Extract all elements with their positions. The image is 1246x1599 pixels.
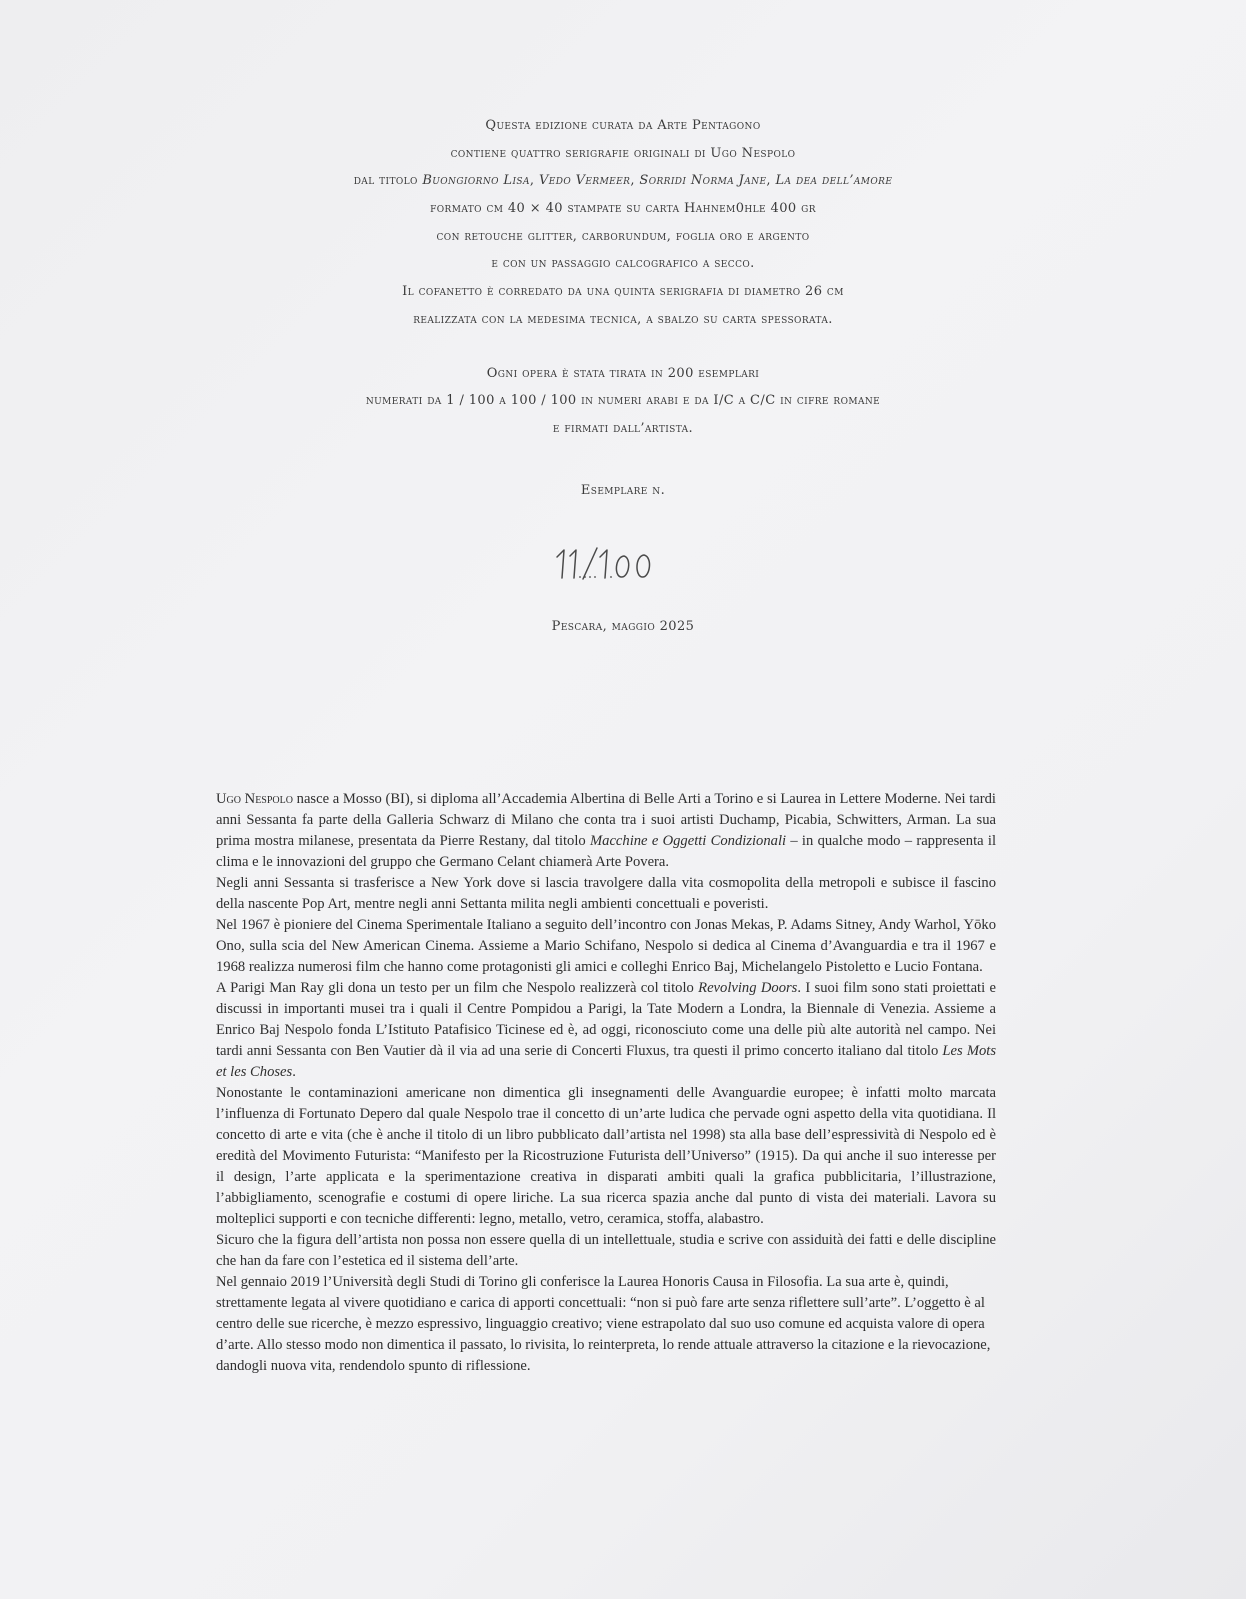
work-title: Buongiorno Lisa [422, 173, 530, 189]
bio-paragraph: Sicuro che la figura dell’artista non possa non essere quella di un intellettuale, studia e scrive con assiduità dei fatti e delle discipline che han da fare con l’estetica ed il sistema dell’arte. [216, 1232, 996, 1269]
bio-paragraph: Nel gennaio 2019 l’Università degli Studi di Torino gli conferisce la Laurea Honoris Causa in Filosofia. La sua arte è, quindi, strettamente legata al vivere quotidiano e carica di apporti concettuali: “non si può fare arte senza riflettere sull’arte”. L’oggetto è al centro delle sue ricerche, è mezzo espressivo, linguaggio creativo; viene estrapolato dal suo uso comune ed acquista valore di opera d’arte. Allo stesso modo non dimentica il passato, lo rivisita, lo reinterpreta, lo rende attuale attraverso la citazione e la rievocazione, dandogli nuova vita, rendendolo spunto di riflessione. [216, 1274, 991, 1374]
bio-text: nasce a Mosso (BI), si diploma all’Accademia Albertina di Belle Arti a Torino e si Laurea in Lettere Moderne. Nei tardi anni Sessanta fa parte della Galleria Schwarz di Milano che conta tra i suoi artisti Duchamp, Picabia, Schwitters, Arman. La sua prima mostra milanese, presentata da Pierre Restany, dal titolo [216, 791, 996, 849]
colophon-line: numerati da 1 / 100 a 100 / 100 in numeri arabi e da I/C a C/C in cifre romane [365, 393, 881, 409]
bio-paragraph: Nonostante le contaminazioni americane non dimentica gli insegnamenti delle Avanguardie europee; è infatti molto marcata l’influenza di Fortunato Depero dal quale Nespolo trae il concetto di un’arte ludica che pervade ogni aspetto della vita quotidiana. Il concetto di arte e vita (che è anche il titolo di un libro pubblicato dall’artista nel 1998) sta alla base dell’espressività di Nespolo ed è eredità del Movimento Futurista: “Manifesto per la Ricostruzione Futurista dell’Universo” (1915). Da qui anche il suo interesse per il design, l’arte applicata e la sperimentazione creativa in disparati ambiti quali la grafica pubblicitaria, l’illustrazione, l’abbigliamento, scenografie e costumi di opere liriche. La sua ricerca spazia anche dal punto di vista dei materiali. Lavora su molteplici supporti e con tecniche differenti: legno, metallo, vetro, ceramica, stoffa, alabastro. [216, 1085, 996, 1227]
artist-biography [216, 789, 996, 1377]
colophon [0, 112, 1246, 443]
bio-paragraph: Negli anni Sessanta si trasferisce a New York dove si lascia travolgere dalla vita cosmopolita della metropoli e subisce il fascino della nascente Pop Art, mentre negli anni Settanta milita negli ambienti concettuali e poveristi. [216, 875, 996, 912]
colophon-line: formato cm 40 × 40 stampate su carta Hahnem0hle 400 gr [430, 201, 816, 217]
bio-text: A Parigi Man Ray gli dona un testo per un film che Nespolo realizzerà col titolo [216, 980, 699, 996]
colophon-line: realizzata con la medesima tecnica, a sbalzo su carta spessorata. [413, 311, 833, 327]
artist-name: Ugo Nespolo [216, 791, 293, 807]
handwritten-edition-number [553, 545, 673, 583]
work-title: Sorridi Norma Jane [639, 173, 767, 189]
colophon-line: Ogni opera è stata tirata in 200 esemplari [486, 365, 760, 381]
bio-paragraph [216, 978, 996, 1083]
colophon-line: contiene quattro serigrafie originali di Ugo Nespolo [450, 145, 796, 161]
esemplare-label: Esemplare n. [580, 483, 666, 498]
separator: , [529, 173, 539, 189]
colophon-gap [0, 334, 1246, 360]
film-title: Revolving Doors [698, 980, 798, 996]
colophon-titles-line [0, 167, 1246, 195]
colophon-line: Questa edizione curata da Arte Pentagono [485, 118, 761, 133]
place-date: Pescara, maggio 2025 [551, 619, 695, 634]
colophon-line: con retouche glitter, carborundum, foglia oro e argento [436, 228, 810, 244]
exhibition-title: Macchine e Oggetti Condizionali [590, 833, 787, 849]
bio-text: . I suoi film sono stati proiettati e discussi in importanti musei tra i quali il Centre Pompidou a Parigi, la Tate Modern a Londra, la Biennale di Venezia. Assieme a Enrico Baj Nespolo fonda L’Istituto Patafisico Ticinese ed è, ad oggi, riconosciuto come una delle più alte autorità nel campo. Nei tardi anni Sessanta con Ben Vautier dà il via ad una serie di Concerti Fluxus, tra questi il primo concerto italiano dal titolo [216, 980, 996, 1059]
colophon-line: e con un passaggio calcografico a secco. [491, 256, 755, 272]
edition-number-text: 11/100 [553, 545, 557, 546]
bio-text: – in qualche modo – rappresenta il clima e le innovazioni del gruppo che Germano Celant chiamerà Arte Povera. [216, 833, 996, 870]
separator: , [766, 173, 776, 189]
colophon-line: Il cofanetto è corredato da una quinta serigrafia di diametro 26 cm [402, 284, 844, 300]
colophon-titles-prefix: dal titolo [353, 173, 423, 189]
colophon-line: e firmati dall’artista. [552, 420, 694, 436]
concert-title: Les Mots et les Choses [216, 1043, 997, 1080]
work-title: Vedo Vermeer [538, 173, 631, 189]
work-title: La dea dell’amore [775, 173, 893, 189]
bio-paragraph [216, 789, 996, 873]
bio-text: . [292, 1064, 296, 1080]
separator: , [630, 173, 640, 189]
bio-paragraph: Nel 1967 è pioniere del Cinema Sperimentale Italiano a seguito dell’incontro con Jonas Mekas, P. Adams Sitney, Andy Warhol, Yōko Ono, sulla scia del New American Cinema. Assieme a Mario Schifano, Nespolo si dedica al Cinema d’Avanguardia e tra il 1967 e 1968 realizza numerosi film che hanno come protagonisti gli amici e colleghi Enrico Baj, Michelangelo Pistoletto e Lucio Fontana. [216, 917, 996, 975]
